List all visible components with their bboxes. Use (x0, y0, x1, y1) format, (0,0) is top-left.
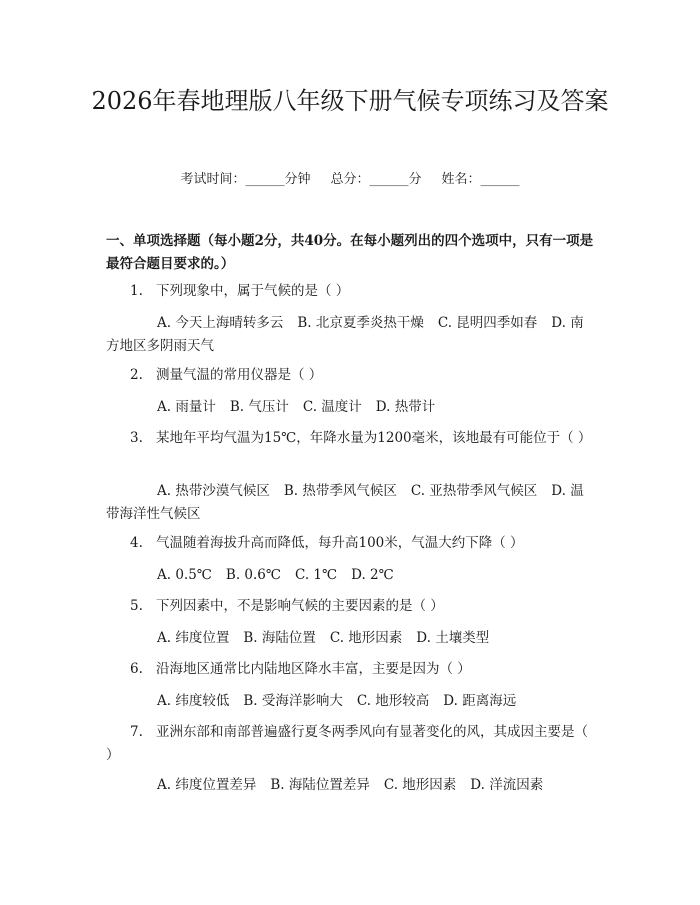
option-c: C. 昆明四季如春 (437, 315, 538, 331)
document-title: 2026年春地理版八年级下册气候专项练习及答案 (91, 87, 609, 115)
total-score-field: 总分：______分 (330, 172, 422, 187)
option-a: A. 纬度位置 (157, 630, 230, 646)
question-text: 沿海地区通常比内陆地区降水丰富，主要是因为（ ） (156, 661, 471, 677)
question-number: 4. (130, 535, 143, 551)
option-b: B. 0.6℃ (225, 567, 281, 583)
option-c: C. 地形因素 (329, 630, 403, 646)
option-a: A. 今天上海晴转多云 (157, 315, 284, 331)
option-b: B. 受海洋影响大 (243, 693, 343, 709)
question-text: 下列因素中，不是影响气候的主要因素的是（ ） (156, 598, 444, 614)
option-c: C. 温度计 (302, 399, 362, 415)
option-d: D. 洋流因素 (470, 777, 544, 793)
option-d: D. 南方地区多阴雨天气 (106, 315, 584, 354)
question-number: 7. (130, 724, 143, 740)
option-b: B. 北京夏季炎热干燥 (297, 315, 424, 331)
option-b: B. 热带季风气候区 (283, 483, 397, 499)
question-7-options (106, 774, 596, 797)
question-text: 亚洲东部和南部普遍盛行夏冬两季风向有显著变化的风，其成因主要是（ ） (106, 724, 588, 763)
option-a: A. 热带沙漠气候区 (157, 483, 270, 499)
exam-time-field: 考试时间：______分钟 (180, 172, 311, 187)
option-c: C. 1℃ (294, 567, 338, 583)
option-a: A. 纬度较低 (157, 693, 230, 709)
question-number: 1. (130, 283, 143, 299)
name-field: 姓名：______ (441, 172, 520, 187)
option-a: A. 雨量计 (157, 399, 216, 415)
question-text: 测量气温的常用仪器是（ ） (156, 367, 323, 383)
question-number: 5. (130, 598, 143, 614)
question-7 (106, 721, 596, 767)
option-a: A. 0.5℃ (157, 567, 212, 583)
question-text: 气温随着海拔升高而降低，每升高100米，气温大约下降（ ） (156, 535, 524, 551)
option-b: B. 海陆位置差异 (270, 777, 370, 793)
question-2-options (106, 396, 596, 419)
question-1 (106, 280, 596, 303)
question-4 (106, 532, 596, 555)
option-b: B. 海陆位置 (243, 630, 316, 646)
option-a: A. 纬度位置差异 (157, 777, 257, 793)
question-5 (106, 595, 596, 618)
question-number: 6. (130, 661, 143, 677)
question-2 (106, 364, 596, 387)
question-number: 3. (130, 430, 143, 446)
option-c: C. 地形因素 (383, 777, 457, 793)
option-c: C. 地形较高 (356, 693, 430, 709)
question-5-options (106, 627, 596, 650)
section-heading: 一、单项选择题（每小题2分，共40分。在每小题列出的四个选项中，只有一项是最符合题目要求的。） (106, 233, 594, 272)
option-d: D. 热带计 (375, 399, 436, 415)
question-text: 下列现象中，属于气候的是（ ） (156, 283, 350, 299)
option-d: D. 土壤类型 (416, 630, 490, 646)
question-text: 某地年平均气温为15℃，年降水量为1200毫米，该地最有可能位于（ ） (156, 430, 592, 446)
option-d: D. 2℃ (351, 567, 394, 583)
option-d: D. 距离海远 (443, 693, 517, 709)
question-4-options (106, 564, 596, 587)
question-1-options (106, 312, 596, 358)
question-3 (106, 427, 596, 450)
question-6-options (106, 690, 596, 713)
option-d: D. 温带海洋性气候区 (106, 483, 584, 522)
exam-meta (0, 168, 700, 187)
question-6 (106, 658, 596, 681)
question-3-options (106, 480, 596, 526)
question-number: 2. (130, 367, 143, 383)
option-c: C. 亚热带季风气候区 (410, 483, 538, 499)
option-b: B. 气压计 (229, 399, 289, 415)
